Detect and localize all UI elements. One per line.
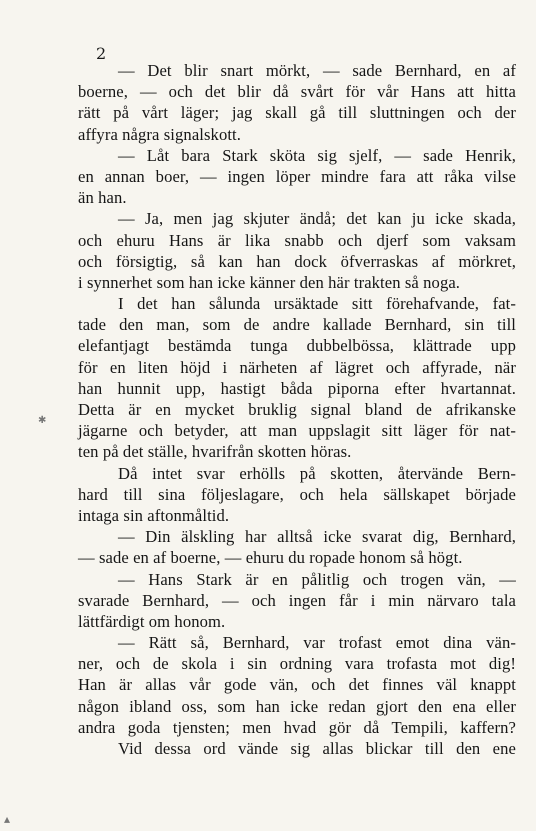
text-line: i synnerhet som han icke känner den här trakten så noga. <box>78 272 461 292</box>
text-line: hard till sina följeslagare, och hela sällskapet började <box>78 484 516 504</box>
text-line: rätt på vårt läger; jag skall gå till sluttningen och der <box>78 103 516 123</box>
text-line: — Rätt så, Bernhard, var trofast emot dina vän- <box>118 633 516 653</box>
text-line: jägarne och betyder, att man uppslagit sitt läger för nat- <box>78 421 516 441</box>
text-line: I det han sålunda ursäktade sitt förehafvande, fat- <box>118 294 516 314</box>
text-line: Vid dessa ord vände sig allas blickar till den ene <box>118 739 516 758</box>
margin-mark: ✱ <box>38 415 47 426</box>
text-line: Detta är en mycket bruklig signal bland de afrikanske <box>78 400 516 419</box>
text-line: affyra några signalskott. <box>78 124 242 144</box>
text-line: — Det blir snart mörkt, — sade Bernhard, en af <box>118 61 516 80</box>
text-line: en annan boer, — ingen löper mindre fara att råka vilse <box>78 166 516 186</box>
text-line: han hunnit upp, hastigt båda piporna efter hvartannat. <box>78 378 516 398</box>
text-line: — Din älskling har alltså icke svarat dig, Bernhard, <box>118 527 516 547</box>
text-line: någon ibland oss, som han icke redan gjort den ena eller <box>78 696 516 716</box>
text-line: tade den man, som de andre kallade Bernhard, sin till <box>78 315 516 335</box>
text-line: och ehuru Hans är lika snabb och djerf som vaksam <box>78 230 516 250</box>
text-line: ner, och de skola i sin ordning vara trofasta mot dig! <box>78 654 516 674</box>
text-line: ten på det ställe, hvarifrån skotten höras. <box>78 442 352 462</box>
text-line: Då intet svar erhölls på skotten, återvände Bern- <box>118 463 516 483</box>
text-line: boerne, — och det blir då svårt för vår Hans att hitta <box>78 82 516 102</box>
text-line: — Ja, men jag skjuter ändå; det kan ju icke skada, <box>118 209 516 229</box>
text-line: för en liten höjd i närheten af lägret och affyrade, när <box>78 357 516 377</box>
text-line: — sade en af boerne, — ehuru du ropade honom så högt. <box>78 548 463 568</box>
body-text <box>78 60 516 759</box>
text-line: — Låt bara Stark sköta sig sjelf, — sade Henrik, <box>118 145 516 165</box>
text-line: andra goda tjensten; men hvad gör då Tempili, kaffern? <box>78 717 516 737</box>
text-line: — Hans Stark är en pålitlig och trogen vän, — <box>118 569 516 589</box>
text-line: intaga sin aftonmåltid. <box>78 505 230 525</box>
corner-mark: ▴ <box>4 812 11 826</box>
page-number: 2 <box>96 44 107 63</box>
text-line: svarade Bernhard, — och ingen får i min närvaro tala <box>78 590 516 610</box>
text-line: och försigtig, så kan han dock öfverraskas af mörkret, <box>78 251 516 271</box>
text-line: än han. <box>78 188 127 208</box>
text-line: Han är allas vår gode vän, och det finnes väl knappt <box>78 675 516 695</box>
text-line: lättfärdigt om honom. <box>78 611 226 631</box>
text-line: elefantjagt bestämda tunga dubbelbössa, klättrade upp <box>78 336 516 356</box>
